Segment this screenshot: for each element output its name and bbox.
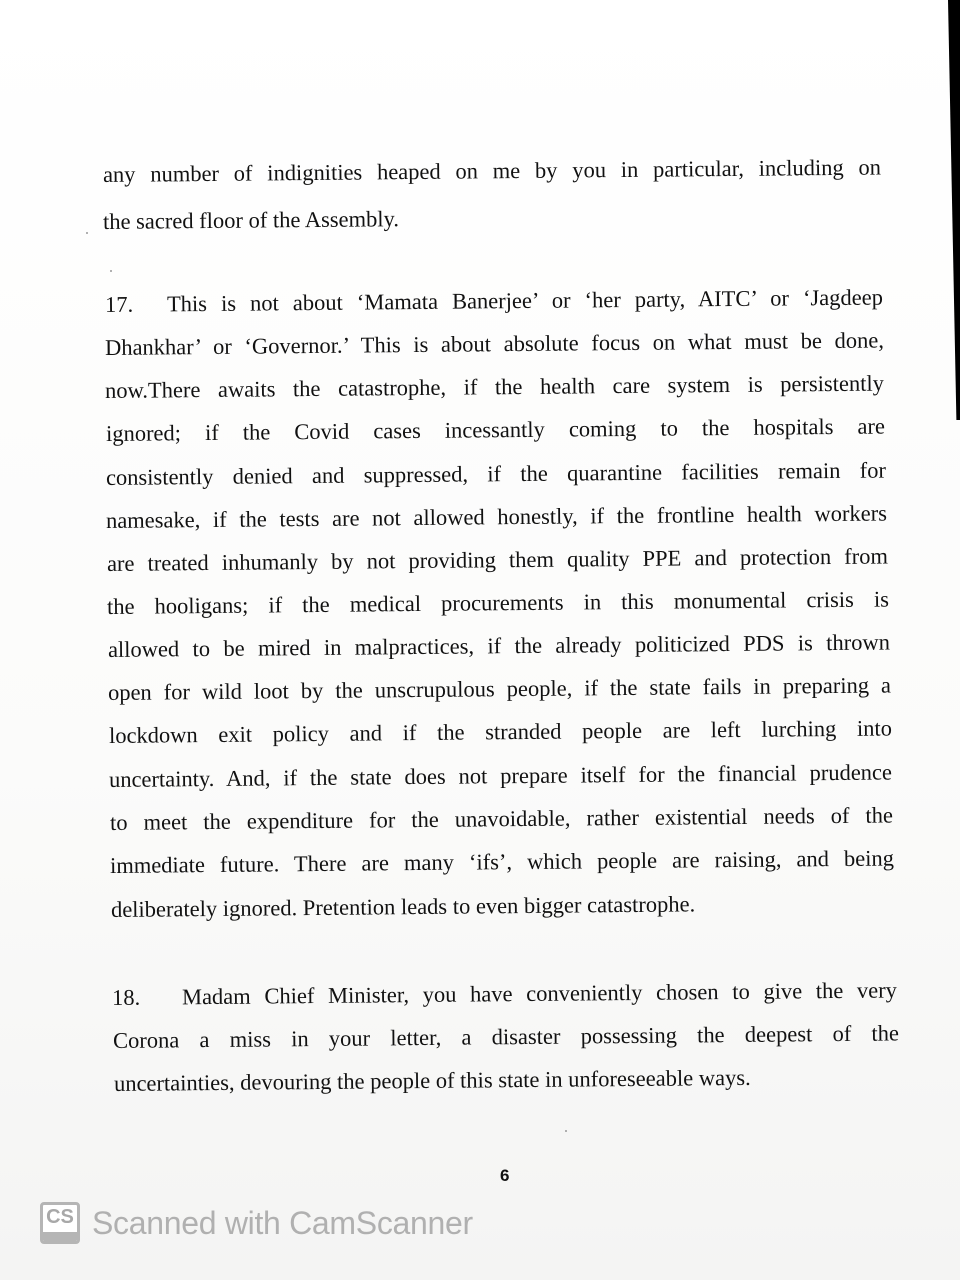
text-line: are treated inhumanly by not providing them quality PPE and protection from bbox=[106, 543, 889, 576]
scan-speck bbox=[110, 270, 112, 272]
text-line: lockdown exit policy and if the stranded people are left lurching into bbox=[108, 715, 893, 748]
text-line bbox=[105, 285, 883, 318]
watermark-text: Scanned with CamScanner bbox=[92, 1204, 473, 1241]
text-line: the sacred floor of the Assembly. bbox=[102, 206, 400, 234]
text-line: now.There awaits the catastrophe, if the health care system is persistently bbox=[104, 370, 885, 403]
text-line: Dhankhar’ or ‘Governor.’ This is about absolute focus on what must be done, bbox=[104, 327, 885, 360]
line-text: Madam Chief Minister, you have conveniently chosen to give the very bbox=[181, 977, 898, 1010]
camscanner-watermark bbox=[40, 1202, 473, 1244]
text-line: to meet the expenditure for the unavoidable, rather existential needs of the bbox=[109, 802, 894, 835]
paragraph-number: 18. bbox=[111, 984, 141, 1010]
camscanner-logo-icon bbox=[40, 1202, 80, 1244]
scan-edge-shadow bbox=[948, 0, 960, 420]
text-line: deliberately ignored. Pretention leads to even bigger catastrophe. bbox=[110, 891, 696, 922]
line-text: This is not about ‘Mamata Banerjee’ or ‘her party, AITC’ or ‘Jagdeep bbox=[166, 284, 884, 317]
text-line: the hooligans; if the medical procurements in this monumental crisis is bbox=[106, 586, 890, 619]
logo-text: CS bbox=[46, 1206, 74, 1228]
text-line bbox=[112, 977, 897, 1011]
scan-speck bbox=[565, 1130, 567, 1132]
text-line: ignored; if the Covid cases incessantly coming to the hospitals are bbox=[105, 413, 886, 446]
text-line: consistently denied and suppressed, if the quarantine facilities remain for bbox=[105, 457, 887, 490]
text-line: uncertainty. And, if the state does not prepare itself for the financial prudence bbox=[108, 759, 893, 792]
text-line: namesake, if the tests are not allowed honestly, if the frontline health workers bbox=[105, 500, 888, 533]
scan-speck bbox=[86, 232, 88, 234]
logo-bar bbox=[43, 1232, 77, 1241]
paragraph-number: 17. bbox=[104, 291, 134, 317]
text-line: any number of indignities heaped on me by you in particular, including on bbox=[102, 154, 882, 187]
text-line: immediate future. There are many ‘ifs’, which people are raising, and being bbox=[109, 845, 895, 878]
text-line: uncertainties, devouring the people of this state in unforeseeable ways. bbox=[113, 1064, 751, 1096]
text-line: Corona a miss in your letter, a disaster possessing the deepest of the bbox=[112, 1020, 900, 1053]
text-line: open for wild loot by the unscrupulous people, if the state fails in preparing a bbox=[107, 672, 892, 705]
text-line: allowed to be mired in malpractices, if the already politicized PDS is thrown bbox=[107, 629, 891, 662]
page-number: 6 bbox=[500, 1166, 510, 1185]
